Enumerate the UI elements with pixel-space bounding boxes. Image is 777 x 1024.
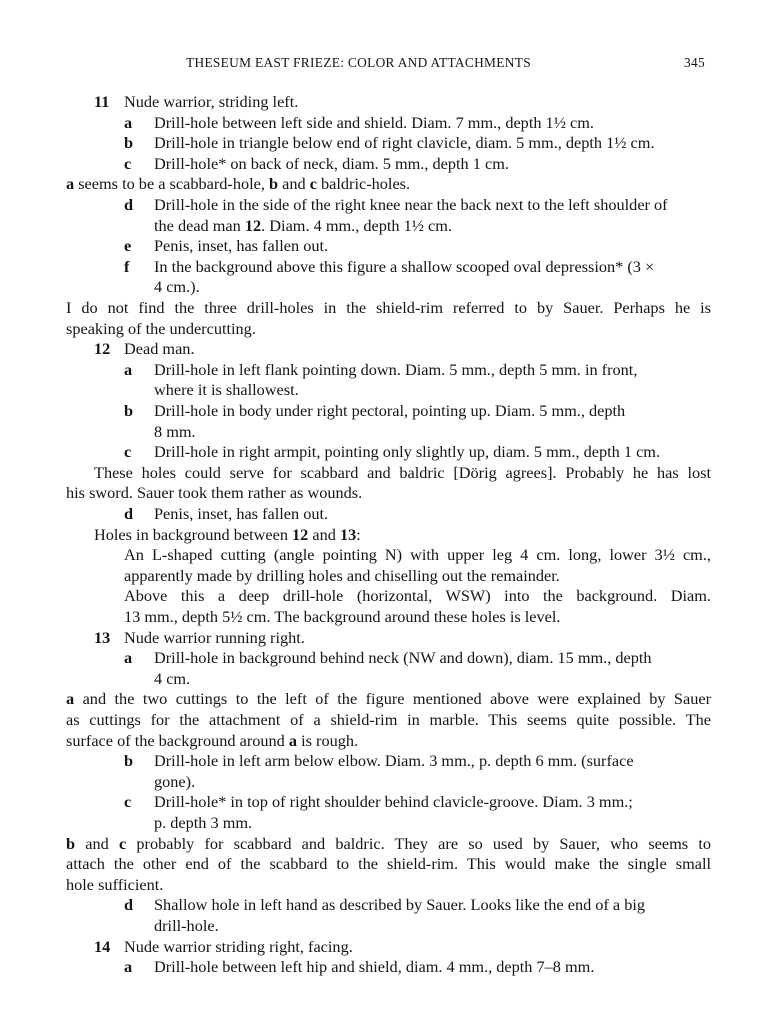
text-line bbox=[0, 216, 777, 237]
text-run: seems to be a scabbard-hole, bbox=[74, 174, 269, 194]
item-label: d bbox=[124, 895, 134, 915]
text-line bbox=[0, 731, 777, 752]
item-text-continued: 8 mm. bbox=[154, 421, 196, 441]
text-run: probably for scabbard and baldric. They are so used by Sauer, who seems to bbox=[126, 833, 711, 853]
text-line bbox=[0, 401, 777, 422]
text-line bbox=[0, 257, 777, 278]
paragraph-line: hole sufficient. bbox=[66, 874, 164, 894]
text-run: and bbox=[278, 174, 310, 194]
item-text: Drill-hole in left flank pointing down. Diam. 5 mm., depth 5 mm. in front, bbox=[154, 359, 638, 379]
paragraph-line: I do not find the three drill-holes in the shield-rim referred to by Sauer. Perhaps he is bbox=[66, 298, 711, 317]
bold-ref: c bbox=[118, 833, 127, 853]
item-text-continued bbox=[154, 216, 452, 237]
item-text: Drill-hole in background behind neck (NW and down), diam. 15 mm., depth bbox=[154, 648, 652, 668]
text-line bbox=[0, 710, 777, 731]
item-label: a bbox=[124, 648, 133, 668]
item-text: Drill-hole between left side and shield. Diam. 7 mm., depth 1½ cm. bbox=[154, 112, 594, 132]
text-run: and bbox=[308, 524, 340, 544]
paragraph-line: These holes could serve for scabbard and baldric [Dörig agrees]. Probably he has lost bbox=[94, 462, 711, 482]
text-line bbox=[0, 751, 777, 772]
text-line bbox=[0, 957, 777, 978]
bold-ref: a bbox=[66, 174, 75, 194]
text-line bbox=[0, 689, 777, 710]
text-line bbox=[0, 360, 777, 381]
item-text: Drill-hole in left arm below elbow. Diam. 3 mm., p. depth 6 mm. (surface bbox=[154, 751, 634, 771]
item-label: f bbox=[124, 256, 130, 276]
item-text: Drill-hole in the side of the right knee near the back next to the left shoulder of bbox=[154, 195, 668, 214]
bold-ref: a bbox=[288, 730, 298, 750]
item-text-continued: 4 cm. bbox=[154, 668, 191, 688]
paragraph-line: speaking of the undercutting. bbox=[66, 318, 256, 338]
entry-title: Nude warrior striding right, facing. bbox=[124, 936, 353, 956]
text-run: and bbox=[75, 833, 119, 853]
text-line bbox=[0, 628, 777, 649]
running-head: THESEUM EAST FRIEZE: COLOR AND ATTACHMENTS bbox=[186, 55, 531, 70]
item-text-continued: where it is shallowest. bbox=[154, 380, 299, 400]
page-number: 345 bbox=[684, 55, 705, 70]
item-text: In the background above this figure a shallow scooped oval depression* (3 × bbox=[154, 256, 655, 276]
text-line bbox=[0, 133, 777, 154]
entry-title: Nude warrior running right. bbox=[124, 627, 305, 647]
note-paragraph bbox=[66, 174, 711, 195]
bold-ref: c bbox=[309, 174, 317, 194]
entry-number: 12 bbox=[94, 339, 111, 359]
item-label: a bbox=[124, 957, 133, 977]
text-line bbox=[0, 442, 777, 463]
block-line: apparently made by drilling holes and chiselling out the remainder. bbox=[124, 565, 560, 585]
text-line bbox=[0, 154, 777, 175]
text-line bbox=[0, 772, 777, 793]
item-text-continued: p. depth 3 mm. bbox=[154, 813, 253, 832]
text-line bbox=[0, 566, 777, 587]
entry-title: Dead man. bbox=[124, 339, 195, 359]
text-line bbox=[0, 854, 777, 875]
bold-ref: 12 bbox=[292, 524, 309, 544]
text-run: is rough. bbox=[297, 730, 359, 750]
bold-ref: a bbox=[66, 689, 75, 709]
text-line bbox=[0, 113, 777, 134]
item-text-continued: drill-hole. bbox=[154, 916, 219, 935]
text-line bbox=[0, 525, 777, 546]
item-label: b bbox=[124, 133, 134, 153]
item-label: a bbox=[124, 359, 133, 379]
text-run: surface of the background around bbox=[66, 730, 289, 750]
text-line bbox=[0, 586, 777, 607]
bold-ref: b bbox=[269, 174, 279, 194]
entry-number: 13 bbox=[94, 627, 111, 647]
text-line bbox=[0, 648, 777, 669]
entry-number: 11 bbox=[94, 92, 110, 111]
paragraph-line: as cuttings for the attachment of a shield-rim in marble. This seems quite possible. The bbox=[66, 710, 711, 729]
bold-ref: 13 bbox=[339, 524, 357, 544]
item-label: c bbox=[124, 792, 132, 812]
item-label: c bbox=[124, 153, 132, 173]
item-text: Drill-hole* in top of right shoulder behind clavicle-groove. Diam. 3 mm.; bbox=[154, 792, 633, 812]
paragraph-line bbox=[66, 834, 711, 855]
text-line bbox=[0, 792, 777, 813]
text-line bbox=[0, 277, 777, 298]
paragraph-line bbox=[66, 731, 711, 752]
text-line bbox=[0, 298, 777, 319]
text-line bbox=[0, 669, 777, 690]
text-line bbox=[0, 463, 777, 484]
item-label: d bbox=[124, 504, 134, 523]
item-text: Drill-hole* on back of neck, diam. 5 mm., depth 1 cm. bbox=[154, 153, 509, 173]
text-run: . Diam. 4 mm., depth 1½ cm. bbox=[261, 215, 452, 235]
bold-ref: 12 bbox=[244, 215, 262, 235]
text-line bbox=[0, 195, 777, 216]
item-label: a bbox=[124, 112, 133, 132]
item-text: Shallow hole in left hand as described by Sauer. Looks like the end of a big bbox=[154, 895, 646, 915]
item-text: Drill-hole in triangle below end of right clavicle, diam. 5 mm., depth 1½ cm. bbox=[154, 133, 655, 153]
text-line bbox=[0, 422, 777, 443]
item-label: e bbox=[124, 236, 132, 256]
text-run: : bbox=[356, 524, 361, 544]
text-line bbox=[0, 916, 777, 937]
item-text: Drill-hole in body under right pectoral, pointing up. Diam. 5 mm., depth bbox=[154, 401, 626, 420]
text-line bbox=[0, 895, 777, 916]
item-text: Penis, inset, has fallen out. bbox=[154, 236, 329, 256]
paragraph-line: attach the other end of the scabbard to the shield-rim. This would make the single small bbox=[66, 854, 711, 874]
text-run: Holes in background between bbox=[94, 524, 293, 544]
text-line bbox=[0, 339, 777, 360]
block-line: 13 mm., depth 5½ cm. The background around these holes is level. bbox=[124, 607, 561, 626]
text-line bbox=[0, 875, 777, 896]
text-line bbox=[0, 607, 777, 628]
block-line: Above this a deep drill-hole (horizontal, WSW) into the background. Diam. bbox=[124, 586, 711, 606]
text-line bbox=[0, 483, 777, 504]
text-line bbox=[0, 92, 777, 113]
text-line bbox=[0, 813, 777, 834]
block-line: An L-shaped cutting (angle pointing N) with upper leg 4 cm. long, lower 3½ cm., bbox=[124, 545, 711, 565]
item-label: b bbox=[124, 401, 134, 420]
text-run: and the two cuttings to the left of the figure mentioned above were explained by Sauer bbox=[74, 689, 711, 709]
entry-number: 14 bbox=[94, 936, 111, 956]
paragraph-line: his sword. Sauer took them rather as wounds. bbox=[66, 483, 363, 503]
paragraph-line bbox=[94, 525, 711, 546]
item-label: c bbox=[124, 442, 132, 462]
item-text: Penis, inset, has fallen out. bbox=[154, 504, 329, 523]
page-header bbox=[0, 53, 777, 73]
text-line bbox=[0, 937, 777, 958]
text-line bbox=[0, 380, 777, 401]
text-line bbox=[0, 236, 777, 257]
text-line bbox=[0, 174, 777, 195]
paragraph-line bbox=[66, 689, 711, 710]
text-run: baldric-holes. bbox=[316, 174, 411, 194]
item-text-continued: gone). bbox=[154, 771, 196, 791]
text-line bbox=[0, 504, 777, 525]
item-label: b bbox=[124, 751, 134, 771]
item-text: Drill-hole between left hip and shield, diam. 4 mm., depth 7–8 mm. bbox=[154, 957, 595, 977]
entry-title: Nude warrior, striding left. bbox=[124, 92, 299, 111]
text-run: the dead man bbox=[154, 215, 245, 235]
text-line bbox=[0, 834, 777, 855]
item-text-continued: 4 cm.). bbox=[154, 277, 200, 297]
item-label: d bbox=[124, 195, 134, 214]
text-line bbox=[0, 545, 777, 566]
text-line bbox=[0, 319, 777, 340]
item-text: Drill-hole in right armpit, pointing only slightly up, diam. 5 mm., depth 1 cm. bbox=[154, 442, 661, 462]
bold-ref: b bbox=[66, 833, 76, 853]
